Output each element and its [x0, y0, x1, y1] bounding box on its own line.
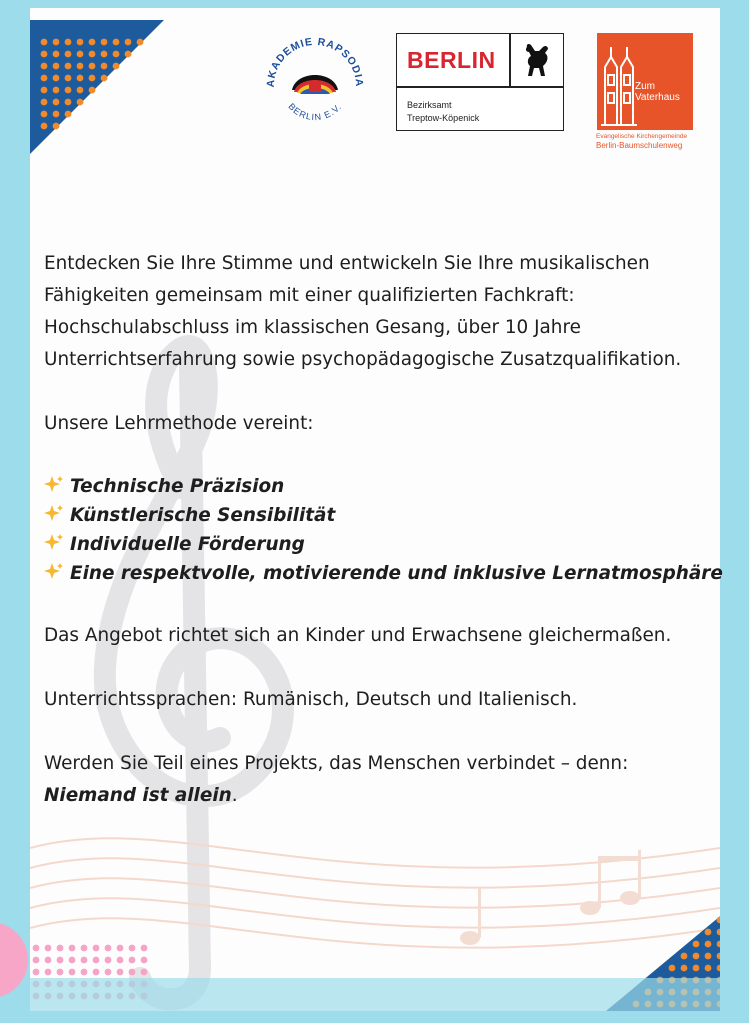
list-item: [44, 501, 714, 530]
bottom-cyan-band-decoration: [30, 978, 720, 1011]
audience-paragraph: Das Angebot richtet sich an Kinder und Erwachsene gleichermaßen.: [44, 625, 672, 646]
list-item-label: Künstlerische Sensibilität: [70, 505, 336, 526]
list-item: [44, 530, 714, 559]
sparkles-icon: [44, 475, 64, 495]
berlin-wordmark: BERLIN: [407, 47, 496, 73]
logo-divider: [509, 34, 511, 86]
vaterhaus-sub-line: Berlin-Baumschulenweg: [596, 141, 683, 150]
sparkles-icon: [44, 533, 64, 553]
bezirksamt-label: [407, 99, 479, 125]
list-item: [44, 472, 714, 501]
akademie-rapsodia-logo: [262, 30, 368, 136]
vaterhaus-subtitle: [596, 132, 706, 151]
logo-divider: [397, 86, 563, 88]
vaterhaus-name: [635, 81, 680, 103]
closing-emphasis: Niemand ist allein: [44, 785, 232, 806]
list-item-label: Eine respektvolle, motivierende und inklusive Lernatmosphäre: [70, 563, 723, 584]
vaterhaus-name-line: Vaterhaus: [635, 92, 680, 103]
list-item: [44, 559, 723, 588]
vaterhaus-sub-line: Evangelische Kirchengemeinde: [596, 133, 688, 140]
list-item-label: Individuelle Förderung: [70, 534, 305, 555]
closing-period: .: [231, 785, 238, 806]
closing-paragraph: [44, 748, 714, 812]
bezirk-line: Treptow-Köpenick: [407, 113, 480, 123]
main-text: [44, 248, 723, 812]
church-icon: [599, 37, 639, 127]
intro-paragraph: Entdecken Sie Ihre Stimme und entwickeln Sie Ihre musikalischen Fähigkeiten gemeinsam mit einer qualifizierten Fachkraft: Hochschulabschluss im klassischen Gesang, über 10 Jahre Unterrichtserfahrung sowie psychopädagogische Zusatzqualifikation.: [44, 253, 682, 370]
music-notes-decoration: [460, 850, 641, 945]
sparkles-icon: [44, 504, 64, 524]
akademie-bottom-text: BERLIN E.V.: [286, 101, 344, 123]
music-staff-decoration: [30, 838, 720, 867]
berlin-treptow-koepenick-logo: [396, 33, 564, 131]
languages-paragraph: Unterrichtssprachen: Rumänisch, Deutsch und Italienisch.: [44, 689, 578, 710]
closing-text: Werden Sie Teil eines Projekts, das Menschen verbindet – denn:: [44, 753, 629, 774]
sparkles-icon: [44, 562, 64, 582]
pink-circle-decoration: [0, 922, 28, 998]
bear-icon: [521, 42, 555, 80]
method-heading: Unsere Lehrmethode vereint:: [44, 413, 314, 434]
logo-row: [0, 0, 749, 180]
bezirk-line: Bezirksamt: [407, 100, 452, 110]
list-item-label: Technische Präzision: [70, 476, 285, 497]
flags-emblem-icon: [292, 75, 338, 94]
zum-vaterhaus-logo: [597, 33, 693, 130]
vaterhaus-name-line: Zum: [635, 81, 655, 92]
method-list: [44, 472, 723, 588]
akademie-arc-text: AKADEMIE RAPSODIA: [264, 35, 366, 88]
